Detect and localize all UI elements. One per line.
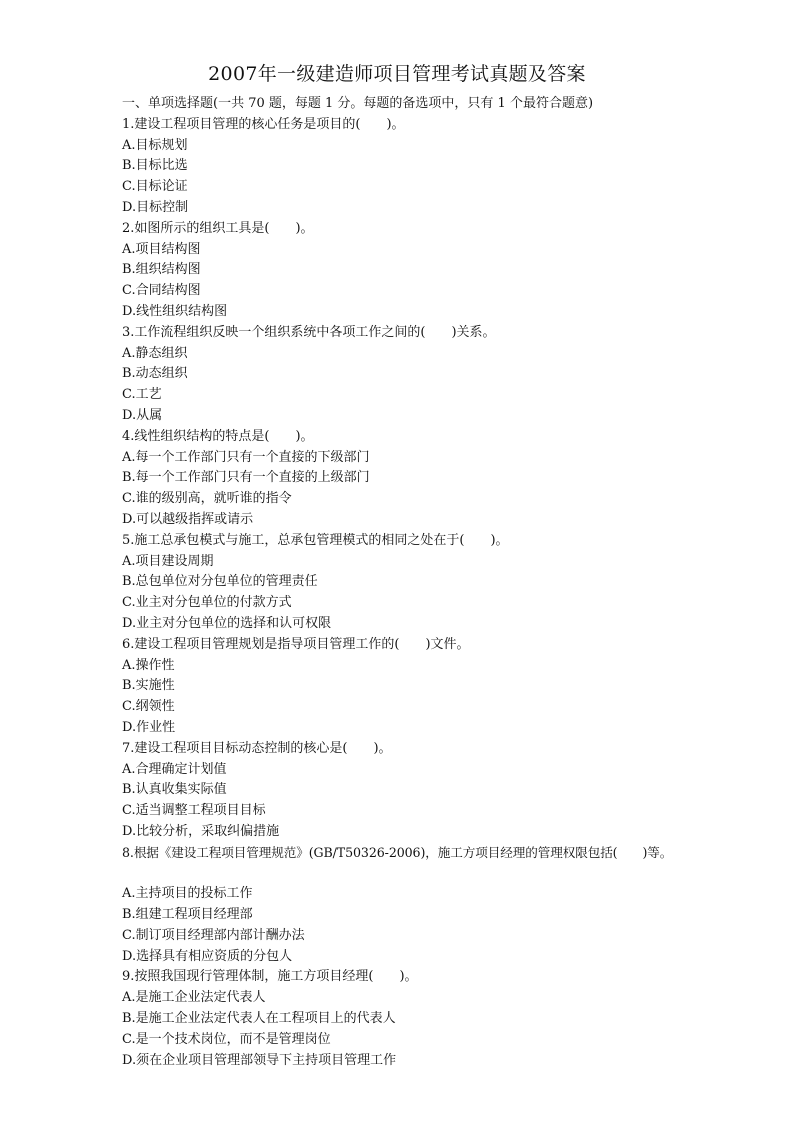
option-d: D.从属 bbox=[122, 407, 163, 423]
option-a: A.操作性 bbox=[122, 657, 175, 673]
option-b: B.是施工企业法定代表人在工程项目上的代表人 bbox=[122, 1011, 396, 1027]
question-stem: 4.线性组织结构的特点是( )。 bbox=[122, 428, 314, 444]
option-d: D.比较分析，采取纠偏措施 bbox=[122, 823, 280, 839]
question-stem: 6.建设工程项目管理规划是指导项目管理工作的( )文件。 bbox=[122, 636, 470, 652]
question-list bbox=[122, 94, 762, 1071]
option-c: C.是一个技术岗位，而不是管理岗位 bbox=[122, 1031, 331, 1047]
option-b: B.组建工程项目经理部 bbox=[122, 907, 253, 923]
blank-line bbox=[122, 863, 762, 884]
option-b: B.组织结构图 bbox=[122, 262, 201, 278]
option-d: D.线性组织结构图 bbox=[122, 303, 228, 319]
option-a: A.项目结构图 bbox=[122, 241, 201, 257]
option-b: B.认真收集实际值 bbox=[122, 782, 227, 798]
question-stem: 7.建设工程项目目标动态控制的核心是( )。 bbox=[122, 740, 392, 756]
option-d: D.业主对分包单位的选择和认可权限 bbox=[122, 615, 332, 631]
option-c: C.纲领性 bbox=[122, 699, 175, 715]
option-d: D.选择具有相应资质的分包人 bbox=[122, 948, 293, 964]
option-c: C.业主对分包单位的付款方式 bbox=[122, 595, 292, 611]
option-b: B.总包单位对分包单位的管理责任 bbox=[122, 574, 318, 590]
option-b: B.目标比选 bbox=[122, 158, 188, 174]
question-stem: 9.按照我国现行管理体制，施工方项目经理( )。 bbox=[122, 969, 418, 985]
option-b: B.实施性 bbox=[122, 678, 175, 694]
option-d: D.可以越级指挥或请示 bbox=[122, 511, 254, 527]
question-stem: 5.施工总承包模式与施工，总承包管理模式的相同之处在于( )。 bbox=[122, 532, 509, 548]
question-stem: 8.根据《建设工程项目管理规范》(GB/T50326-2006)，施工方项目经理的管理权限包括( )等。 bbox=[122, 844, 673, 860]
question-stem: 3.工作流程组织反映一个组织系统中各项工作之间的( )关系。 bbox=[122, 324, 496, 340]
option-a: A.主持项目的投标工作 bbox=[122, 886, 253, 902]
option-c: C.目标论证 bbox=[122, 179, 188, 195]
option-d: D.须在企业项目管理部领导下主持项目管理工作 bbox=[122, 1052, 397, 1068]
option-a: A.每一个工作部门只有一个直接的下级部门 bbox=[122, 449, 370, 465]
option-a: A.项目建设周期 bbox=[122, 553, 214, 569]
section-heading: 一、单项选择题(一共 70 题，每题 1 分。每题的备选项中，只有 1 个最符合题意) bbox=[122, 96, 594, 111]
option-a: A.合理确定计划值 bbox=[122, 761, 227, 777]
option-d: D.作业性 bbox=[122, 719, 176, 735]
option-c: C.谁的级别高，就听谁的指令 bbox=[122, 491, 292, 507]
question-stem: 1.建设工程项目管理的核心任务是项目的( )。 bbox=[122, 116, 405, 132]
option-c: C.工艺 bbox=[122, 387, 162, 403]
option-b: B.动态组织 bbox=[122, 366, 188, 382]
option-c: C.制订项目经理部内部计酬办法 bbox=[122, 927, 305, 943]
question-stem: 2.如图所示的组织工具是( )。 bbox=[122, 220, 314, 236]
option-b: B.每一个工作部门只有一个直接的上级部门 bbox=[122, 470, 370, 486]
option-c: C.合同结构图 bbox=[122, 283, 201, 299]
document-title: 2007年一级建造师项目管理考试真题及答案 bbox=[208, 63, 586, 85]
option-a: A.目标规划 bbox=[122, 137, 188, 153]
option-a: A.是施工企业法定代表人 bbox=[122, 990, 266, 1006]
option-d: D.目标控制 bbox=[122, 199, 189, 215]
option-a: A.静态组织 bbox=[122, 345, 188, 361]
option-c: C.适当调整工程项目目标 bbox=[122, 803, 266, 819]
